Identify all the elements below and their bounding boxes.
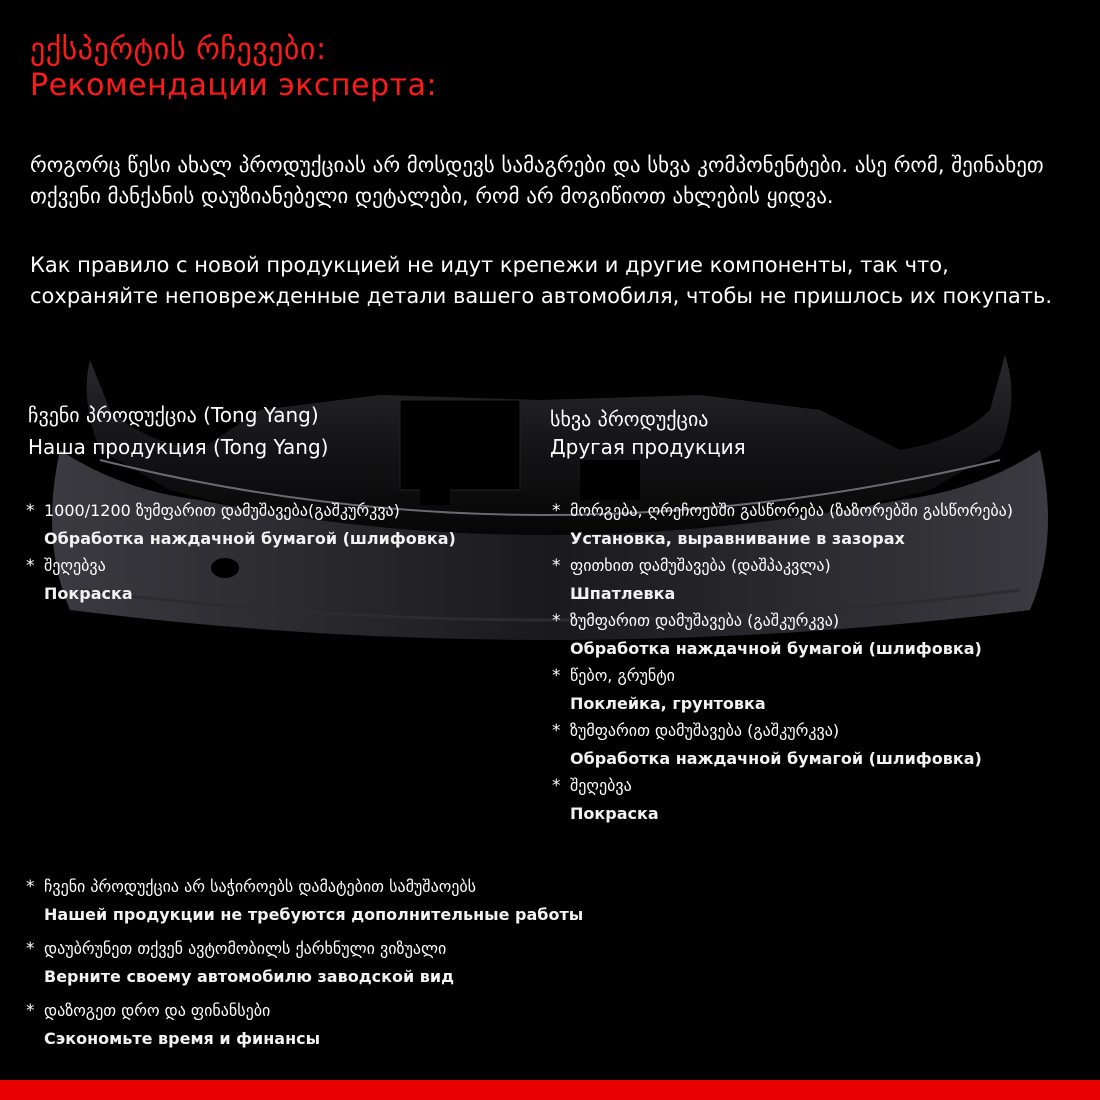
bullet-star-icon: * (552, 611, 561, 631)
footer-point-georgian: ჩვენი პროდუქცია არ საჭიროებს დამატებით სამუშაოებს (44, 877, 477, 896)
footer-point-russian: Верните своему автомобилю заводской вид (44, 967, 454, 986)
bullet-star-icon: * (552, 666, 561, 686)
bullet-star-icon: * (26, 939, 35, 959)
list-item-georgian: მორგება, ღრეჩოებში გასწორება (ზაზორებში გასწორება) (570, 501, 1013, 520)
our-product-heading-russian: Наша продукция (Tong Yang) (28, 435, 329, 459)
intro-text-russian: Как правило с новой продукцией не идут крепежи и другие компоненты, так что, сохраняйте неповрежденные детали вашего автомобиля, чтобы не пришлось их покупать. (30, 253, 1053, 308)
bullet-star-icon: * (552, 501, 561, 521)
list-item-russian: Обработка наждачной бумагой (шлифовка) (44, 529, 456, 548)
list-item-russian: Обработка наждачной бумагой (шлифовка) (570, 749, 982, 768)
bullet-star-icon: * (552, 776, 561, 796)
list-item-russian: Поклейка, грунтовка (570, 694, 766, 713)
other-product-heading-russian: Другая продукция (550, 435, 746, 459)
intro-text-georgian: როგორც წესი ახალ პროდუქციას არ მოსდევს სამაგრები და სხვა კომპონენტები. ასე რომ, შეინახეთ თქვენი მანქანის დაუზიანებელი დეტალები, რომ არ მოგიწიოთ ახლების ყიდვა. (30, 153, 1044, 208)
list-item-georgian: შეღებვა (44, 556, 106, 575)
list-item-georgian: ზუმფარით დამუშავება (გაშკურკვა) (570, 721, 840, 740)
list-item-russian: Установка, выравнивание в зазорах (570, 529, 905, 548)
list-item-russian: Обработка наждачной бумагой (шлифовка) (570, 639, 982, 658)
bullet-star-icon: * (552, 556, 561, 576)
our-product-heading-georgian: ჩვენი პროდუქცია (Tong Yang) (28, 403, 319, 427)
page-title-georgian: ექსპერტის რჩევები: (30, 32, 327, 67)
footer-point-georgian: დაზოგეთ დრო და ფინანსები (44, 1001, 271, 1020)
bottom-accent-bar (0, 1080, 1100, 1100)
bullet-star-icon: * (26, 1001, 35, 1021)
list-item-georgian: ზუმფარით დამუშავება (გაშკურკვა) (570, 611, 840, 630)
footer-point-russian: Сэкономьте время и финансы (44, 1029, 321, 1048)
list-item-georgian: 1000/1200 ზუმფარით დამუშავება(გაშკურკვა) (44, 501, 400, 520)
list-item-georgian: შეღებვა (570, 776, 632, 795)
list-item-russian: Покраска (44, 584, 133, 603)
page-title-russian: Рекомендации эксперта: (30, 68, 437, 103)
bullet-star-icon: * (26, 877, 35, 897)
other-product-heading-georgian: სხვა პროდუქცია (550, 407, 709, 431)
bullet-star-icon: * (26, 556, 35, 576)
footer-point-georgian: დაუბრუნეთ თქვენ ავტომობილს ქარხნული ვიზუალი (44, 939, 447, 958)
list-item-russian: Покраска (570, 804, 659, 823)
bullet-star-icon: * (552, 721, 561, 741)
list-item-georgian: წებო, გრუნტი (570, 666, 675, 685)
list-item-russian: Шпатлевка (570, 584, 676, 603)
bullet-star-icon: * (26, 501, 35, 521)
footer-point-russian: Нашей продукции не требуются дополнительные работы (44, 905, 584, 924)
list-item-georgian: ფითხით დამუშავება (დაშპაკვლა) (570, 556, 831, 575)
